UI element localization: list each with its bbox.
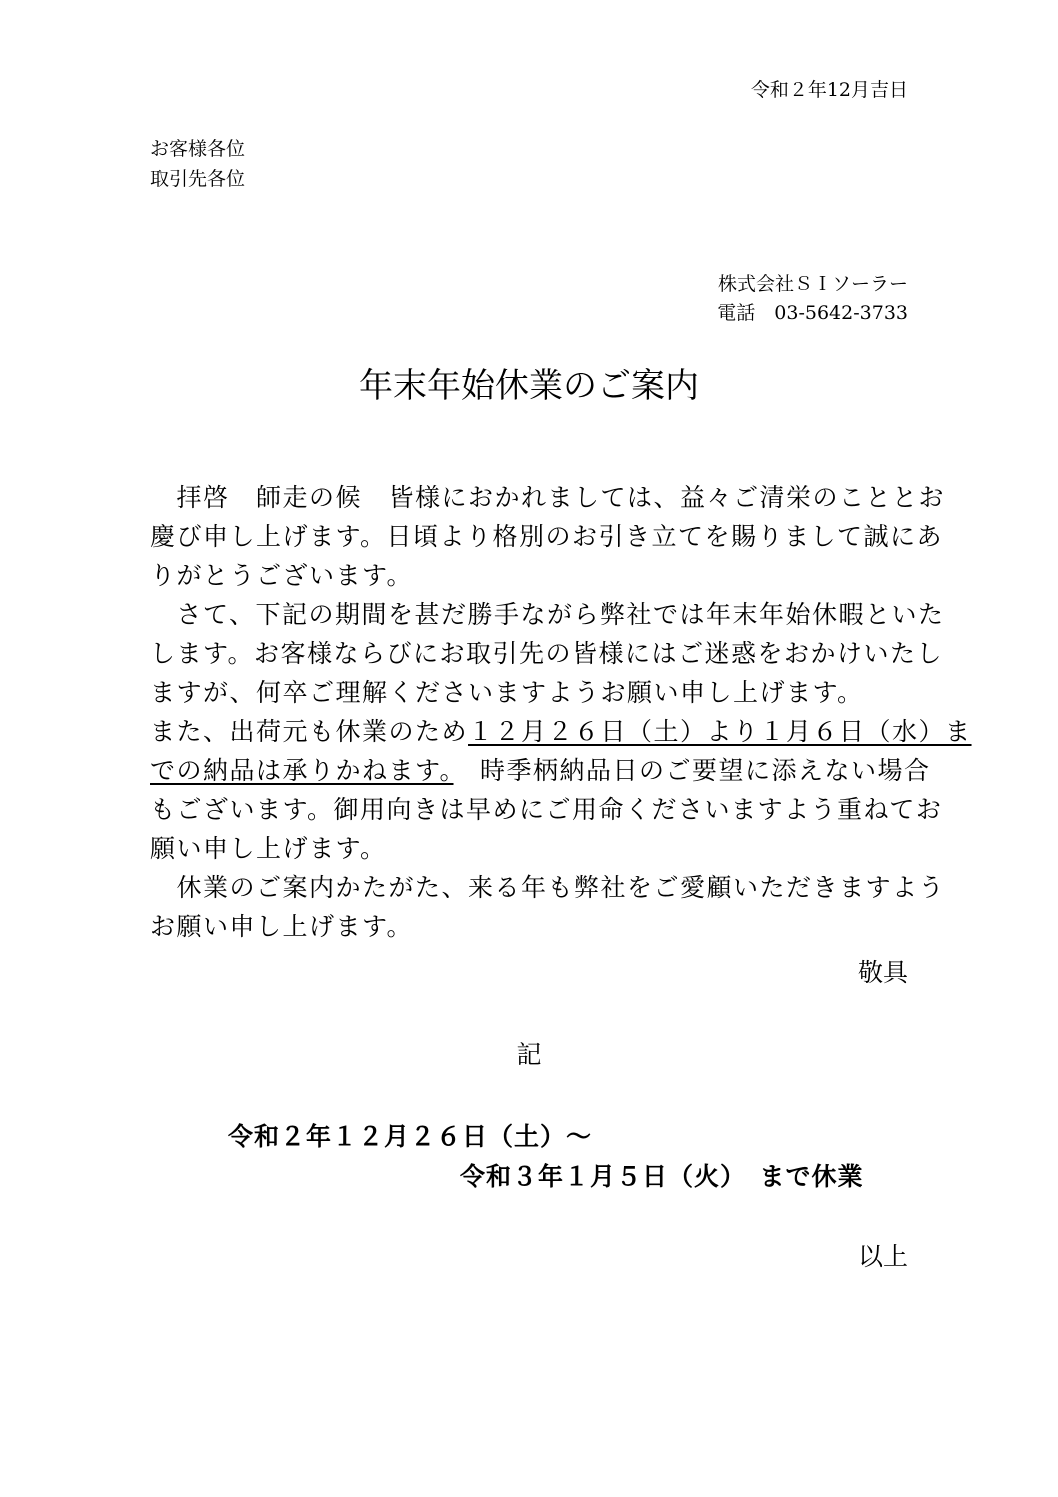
body-text-segment: さて、下記の期間を甚だ勝手ながら弊社では年末年始休暇といた <box>176 600 945 629</box>
recipients-block <box>150 134 245 194</box>
body-text-segment: 時季柄納品日のご要望に添えない場合 <box>480 756 931 785</box>
holiday-period-start: 令和２年１２月２６日（土）～ <box>228 1122 593 1151</box>
closing-keigu: 敬具 <box>857 958 908 987</box>
letter-title: 年末年始休業のご案内 <box>359 366 699 406</box>
ending-ijou: 以上 <box>857 1242 908 1271</box>
body-line <box>150 751 931 790</box>
sender-phone: 電話 03-5642-3733 <box>717 302 908 324</box>
recipient-partners: 取引先各位 <box>150 168 246 190</box>
letter-date: 令和２年12月吉日 <box>750 79 908 101</box>
body-line: します。お客様ならびにお取引先の皆様にはご迷惑をおかけいたし <box>150 639 944 668</box>
underlined-delivery-notice: での納品は承りかねます。 <box>150 756 454 785</box>
underlined-shipping-period: １２月２６日（土）より１月６日（水）ま <box>468 717 972 746</box>
ki-heading: 記 <box>516 1040 542 1069</box>
body-text-segment: 休業のご案内かたがた、来る年も弊社をご愛顧いただきますよう <box>176 873 946 902</box>
letter-body <box>150 478 972 946</box>
body-line: りがとうございます。 <box>150 561 414 590</box>
body-text-segment: 拝啓 師走の候 皆様におかれましては、益々ご清栄のこととお <box>176 483 946 512</box>
body-line: もございます。御用向きは早めにご用命くださいますよう重ねてお <box>150 795 943 824</box>
body-line <box>150 478 946 517</box>
sender-company: 株式会社ＳＩソーラー <box>717 273 908 295</box>
body-line: 慶び申し上げます。日頃より格別のお引き立てを賜りまして誠にあ <box>150 522 944 551</box>
body-text-segment: また、出荷元も休業のため <box>150 717 469 746</box>
sender-block <box>717 270 908 328</box>
body-line: ますが、何卒ご理解くださいますようお願い申し上げます。 <box>150 678 864 707</box>
body-line: お願い申し上げます。 <box>150 912 414 941</box>
holiday-end-date: 令和３年１月５日（火） <box>460 1162 734 1191</box>
body-line: 願い申し上げます。 <box>150 834 387 863</box>
body-line <box>150 595 945 634</box>
body-line <box>150 868 946 907</box>
body-line <box>150 712 972 751</box>
recipient-customers: お客様各位 <box>150 138 246 160</box>
holiday-period-end <box>460 1157 864 1196</box>
holiday-suffix: まで休業 <box>759 1162 864 1191</box>
